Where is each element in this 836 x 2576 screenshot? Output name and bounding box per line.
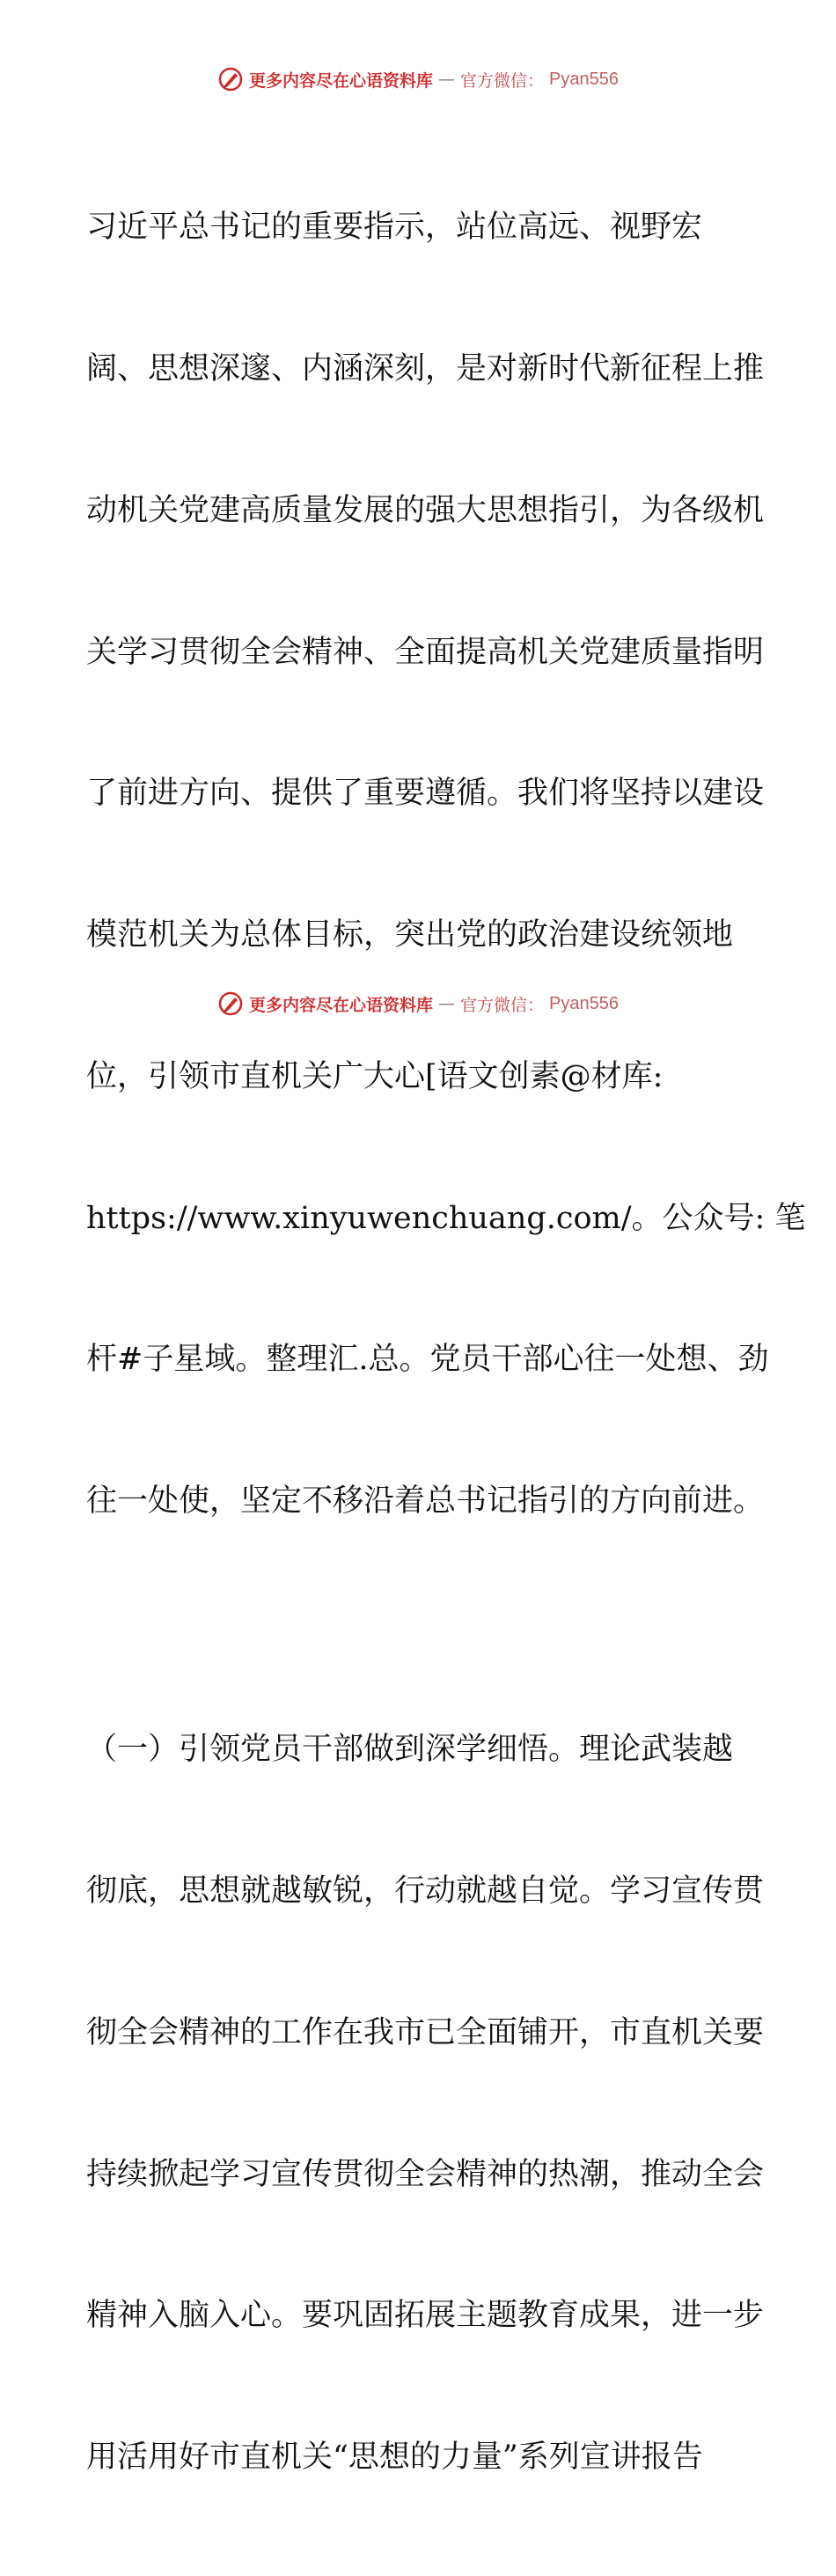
banner-wechat-label: 官方微信： — [460, 70, 545, 91]
banner-brand-text: 更多内容尽在心语资料库 — [249, 70, 434, 91]
document-body — [86, 110, 806, 2576]
text-line: 往一处使，坚定不移沿着总书记指引的方向前进。 — [86, 1483, 765, 1520]
text-line: 动机关党建高质量发展的强大思想指引，为各级机 — [86, 492, 765, 528]
pen-logo-icon — [217, 990, 244, 1017]
text-line: 位，引领市直机关广大心[语文创素@材库: — [86, 1058, 664, 1094]
text-line: 杆#子星域。整理汇.总。党员干部心往一处想、劲 — [86, 1342, 769, 1378]
footer-banner — [0, 986, 836, 1021]
text-line: 精神入脑入心。要巩固拓展主题教育成果，进一步 — [86, 2298, 765, 2334]
banner-wechat-label: 官方微信： — [460, 995, 545, 1015]
text-line: （一）引领党员干部做到深学细悟。理论武装越 — [86, 1732, 734, 1768]
text-line: 持续掀起学习宣传贯彻全会精神的热潮，推动全会 — [86, 2156, 765, 2192]
text-line: https://www.xinyuwenchuang.com/。公众号: 笔 — [86, 1200, 806, 1236]
text-line: 彻全会精神的工作在我市已全面铺开，市直机关要 — [86, 2014, 765, 2050]
paragraph-2 — [86, 1632, 765, 2576]
text-line: 关学习贯彻全会精神、全面提高机关党建质量指明 — [86, 634, 765, 670]
text-line: 阔、思想深邃、内涵深刻，是对新时代新征程上推 — [86, 350, 765, 386]
text-line: 用活用好市直机关“思想的力量”系列宣讲报告 — [86, 2440, 703, 2476]
banner-brand-text: 更多内容尽在心语资料库 — [249, 995, 434, 1015]
paragraph-1 — [86, 110, 806, 1620]
banner-dash: — — [438, 70, 456, 89]
text-line: 彻底，思想就越敏锐，行动就越自觉。学习宣传贯 — [86, 1873, 765, 1909]
header-banner — [0, 62, 836, 97]
banner-wechat-id: Pyan556 — [549, 69, 619, 89]
banner-wechat-id: Pyan556 — [549, 993, 619, 1013]
text-line: 了前进方向、提供了重要遵循。我们将坚持以建设 — [86, 776, 765, 812]
banner-dash: — — [438, 994, 456, 1013]
text-line: 习近平总书记的重要指示，站位高远、视野宏 — [86, 210, 703, 246]
text-line: 模范机关为总体目标，突出党的政治建设统领地 — [86, 917, 734, 953]
pen-logo-icon — [217, 66, 244, 92]
